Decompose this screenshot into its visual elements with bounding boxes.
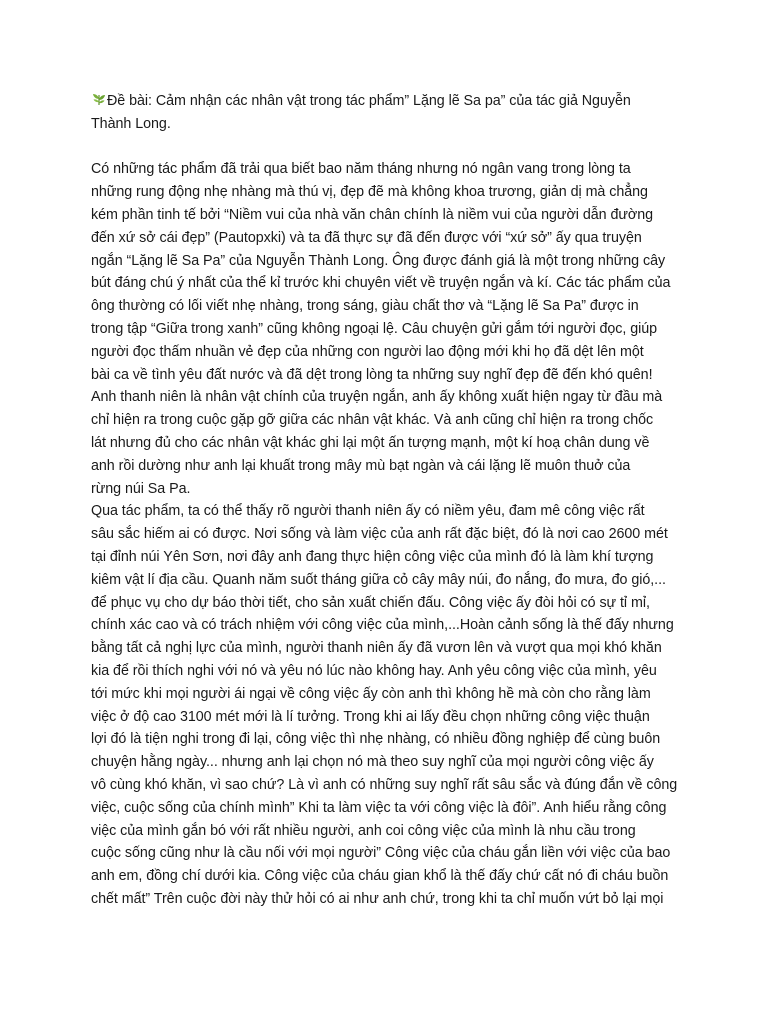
body-line: vô cùng khó khăn, vì sao chứ? Là vì anh có những suy nghĩ rất sâu sắc và đúng đắn về công [91,776,678,793]
body-line: rừng núi Sa Pa. [91,480,191,497]
body-line: việc của mình gắn bó với rất nhiều người, anh coi công việc của mình là nhu cầu trong [91,822,636,839]
body-line: kia để rồi thích nghi với nó và yêu nó lúc nào không hay. Anh yêu công việc của mình, yêu [91,662,657,679]
body-line: Anh thanh niên là nhân vật chính của truyện ngắn, anh ấy không xuất hiện ngay từ đầu mà [91,389,663,406]
leaf-icon [91,91,107,107]
body-line: để phục vụ cho dự báo thời tiết, cho sản xuất chiến đấu. Công việc ấy đòi hỏi có sự tỉ mỉ, [91,594,650,611]
body-line: kém phần tinh tế bởi “Niềm vui của nhà văn chân chính là niềm vui của người dẫn đường [91,206,653,223]
title-line-2: Thành Long. [91,115,171,132]
body-line: trong tập “Giữa trong xanh” cũng không ngoại lệ. Câu chuyện gửi gắm tới người đọc, giúp [91,320,658,337]
body-line: anh em, đồng chí dưới kia. Công việc của cháu gian khổ là thế đấy chứ cất nó đi cháu buồn [91,868,669,885]
body-line: bút đáng chú ý nhất của thể kỉ trước khi chuyên viết về truyện ngắn và kí. Các tác phẩm của [91,275,671,292]
body-line: người đọc thấm nhuần vẻ đẹp của những con người lao động mới khi họ đã dệt lên một [91,343,644,360]
body-line: chuyện hằng ngày... nhưng anh lại chọn nó mà theo suy nghĩ của mọi người công việc ấy [91,754,654,771]
essay-paragraphs [91,158,691,910]
title-line-1-text: Đề bài: Cảm nhận các nhân vật trong tác phẩm” Lặng lẽ Sa pa” của tác giả Nguyễn [107,93,631,109]
body-line: cuộc sống cũng như là cầu nối với mọi người” Công việc của cháu gắn liền với việc của bao [91,845,671,862]
body-line: bài ca về tình yêu đất nước và đã dệt trong lòng ta những suy nghĩ đẹp đẽ đến khó quên! [91,366,653,383]
body-line: ngắn “Lặng lẽ Sa Pa” của Nguyễn Thành Long. Ông được đánh giá là một trong những cây [91,252,666,269]
body-line: lợi đó là tiện nghi trong đi lại, công việc thì nhẹ nhàng, có nhiều đồng nghiệp để cùng buôn [91,731,661,748]
body-line: chính xác cao và có trách nhiệm với công việc của mình,...Hoàn cảnh sống là thế đấy nhưng [91,617,674,634]
document-body [91,90,691,911]
body-line: tại đỉnh núi Yên Sơn, nơi đây anh đang thực hiện công việc của mình đó là làm khí tượng [91,548,654,565]
body-line: chỉ hiện ra trong cuộc gặp gỡ giữa các nhân vật khác. Và anh cũng chỉ hiện ra trong chốc [91,412,654,429]
body-line: việc ở độ cao 3100 mét mới là lí tưởng. Trong khi ai lấy đều chọn những công việc thuận [91,708,650,725]
body-line: Có những tác phẩm đã trải qua biết bao năm tháng nhưng nó ngân vang trong lòng ta [91,161,631,178]
body-line: bằng tất cả nghị lực của mình, người thanh niên ấy đã vươn lên và vượt qua mọi khó khăn [91,640,662,657]
body-line: ông thường có lối viết nhẹ nhàng, trong sáng, giàu chất thơ và “Lặng lẽ Sa Pa” được in [91,298,639,315]
body-line: sâu sắc hiếm ai có được. Nơi sống và làm việc của anh rất đặc biệt, đó là nơi cao 2600 mét [91,526,668,543]
title-line-1 [91,90,691,113]
body-line: những rung động nhẹ nhàng mà thú vị, đẹp đẽ mà không khoa trương, giản dị mà chẳng [91,184,648,201]
body-line: kiêm vật lí địa cầu. Quanh năm suốt tháng giữa cỏ cây mây núi, đo nắng, đo mưa, đo gió,... [91,571,666,588]
body-line: anh rồi dường như anh lại khuất trong mây mù bạt ngàn và cái lặng lẽ muôn thuở của [91,457,631,474]
body-line: chết mất” Trên cuộc đời này thử hỏi có ai như anh chứ, trong khi ta chỉ muốn vứt bỏ lại mọi [91,890,664,907]
body-line: việc, cuộc sống của chính mình” Khi ta làm việc ta với công việc là đôi”. Anh hiểu rằng công [91,799,667,816]
body-line: Qua tác phẩm, ta có thể thấy rõ người thanh niên ấy có niềm yêu, đam mê công việc rất [91,503,645,520]
body-line: lát nhưng đủ cho các nhân vật khác ghi lại một ấn tượng mạnh, một kí hoạ chân dung về [91,434,650,451]
essay-title [91,90,691,136]
body-line: đến xứ sở cái đẹp” (Pautopxki) và ta đã thực sự đã đến được với “xứ sở” ấy qua truyện [91,229,642,246]
body-line: tới mức khi mọi người ái ngại về công việc ấy còn anh thì không hề mà còn cho rằng làm [91,685,651,702]
